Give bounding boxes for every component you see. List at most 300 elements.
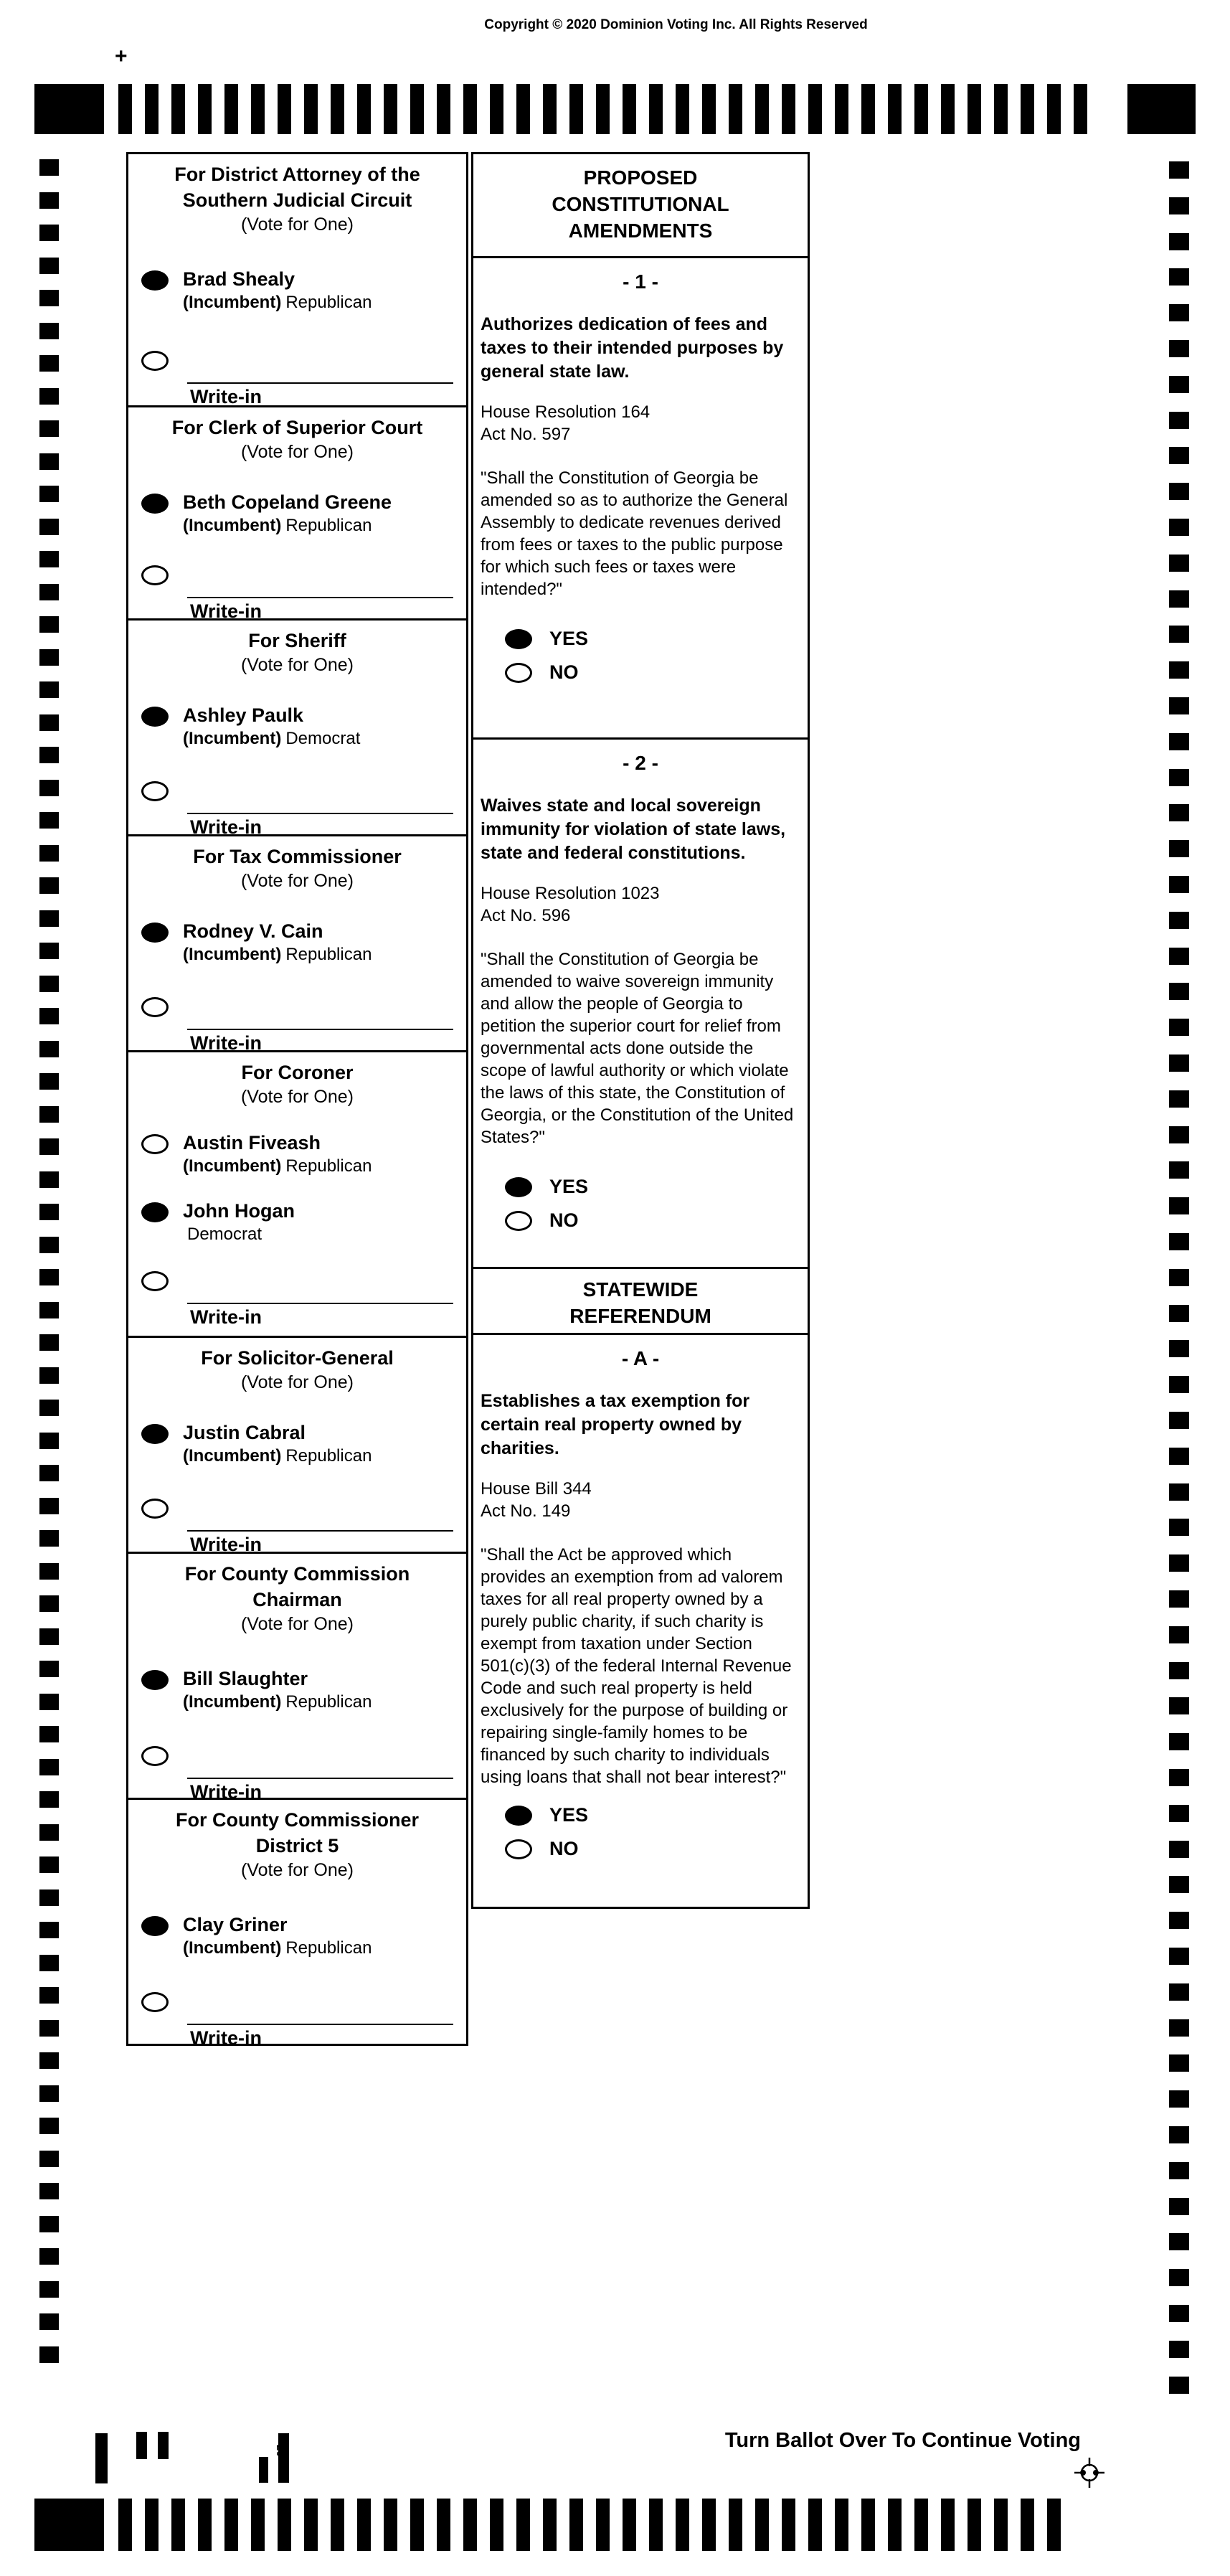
timing-mark-right [1169, 2233, 1189, 2250]
candidate-name: Austin Fiveash [183, 1132, 321, 1153]
timing-mark-right [1169, 840, 1189, 857]
stub-barcode-bar [259, 2457, 268, 2483]
no-row [505, 1209, 800, 1232]
timing-mark-left [39, 2118, 59, 2134]
timing-mark-bottom [410, 2499, 424, 2551]
vote-for-label: (Vote for One) [240, 1614, 354, 1634]
amendment-2 [473, 737, 808, 1267]
candidate-name: Brad Shealy [183, 268, 295, 290]
timing-mark-bottom [914, 2499, 928, 2551]
timing-mark-bottom [118, 2499, 132, 2551]
yes-oval[interactable] [505, 1806, 532, 1826]
timing-mark-top [384, 84, 397, 134]
timing-mark-right [1169, 804, 1189, 821]
yes-oval[interactable] [505, 629, 532, 649]
timing-mark-top [1047, 84, 1061, 134]
race-title: For Clerk of Superior Court [171, 417, 423, 438]
timing-mark-right [1169, 340, 1189, 357]
timing-mark-right [1169, 1412, 1189, 1429]
timing-mark-top [861, 84, 875, 134]
timing-mark-left [39, 420, 59, 437]
timing-mark-top [623, 84, 636, 134]
yes-row [505, 1176, 800, 1198]
timing-mark-left [39, 1955, 59, 1971]
candidate-oval[interactable] [141, 1202, 169, 1222]
timing-mark-right [1169, 2162, 1189, 2179]
timing-mark-top [118, 84, 132, 134]
timing-mark-left [39, 1922, 59, 1938]
timing-mark-left [39, 1073, 59, 1090]
no-label: NO [549, 1209, 579, 1231]
candidate-party: (Incumbent) Republican [183, 1938, 372, 1958]
timing-mark-top [808, 84, 822, 134]
timing-mark-top [357, 84, 371, 134]
timing-mark-left [39, 976, 59, 992]
timing-mark-right [1169, 1983, 1189, 2001]
ballot-question: "Shall the Act be approved which provides an exemption from ad valorem taxes for all real property owned by a purely public charity, if such charity is exempt from taxation under Section 501(c)(3) of the federal Internal Revenue Code and such real property is held exclusively for the purpose of building or repairing single-family homes to be financed by such charity to individuals using loans that shall not bear interest?" [481, 1545, 792, 1787]
timing-mark-bottom [224, 2499, 238, 2551]
proposed-amendments-header: PROPOSED CONSTITUTIONAL AMENDMENTS [552, 166, 729, 242]
timing-mark-top [543, 84, 557, 134]
timing-mark-right [1169, 519, 1189, 536]
timing-mark-left [39, 1465, 59, 1481]
timing-mark-bottom [569, 2499, 583, 2551]
timing-mark-right [1169, 1161, 1189, 1179]
measures-column [471, 152, 810, 1909]
timing-mark-left [39, 780, 59, 796]
candidate-row [141, 1131, 458, 1177]
timing-mark-left [39, 747, 59, 763]
timing-mark-right [1169, 2341, 1189, 2358]
candidate-name: Rodney V. Cain [183, 920, 323, 942]
timing-mark-bottom [516, 2499, 530, 2551]
timing-mark-left [39, 1367, 59, 1384]
timing-mark-right [1169, 1876, 1189, 1893]
timing-mark-left [39, 355, 59, 372]
timing-mark-top [596, 84, 610, 134]
candidate-oval[interactable] [141, 707, 169, 727]
timing-mark-top [1074, 84, 1087, 134]
timing-mark-right [1169, 948, 1189, 965]
timing-mark-bottom [304, 2499, 318, 2551]
timing-mark-top [224, 84, 238, 134]
timing-mark-left [39, 681, 59, 698]
timing-mark-right [1169, 1841, 1189, 1858]
timing-mark-left [39, 1171, 59, 1188]
candidate-party: (Incumbent) Republican [183, 1692, 372, 1712]
timing-mark-top [914, 84, 928, 134]
timing-mark-left [39, 845, 59, 862]
timing-mark-bottom [808, 2499, 822, 2551]
timing-mark-left [39, 2346, 59, 2363]
candidate-row [141, 267, 458, 313]
write-in-oval[interactable] [141, 1499, 169, 1519]
candidate-row [141, 703, 458, 750]
timing-mark-right [1169, 590, 1189, 608]
timing-mark-bottom [649, 2499, 663, 2551]
timing-mark-left [39, 1563, 59, 1580]
timing-mark-right [1169, 2305, 1189, 2322]
timing-mark-left [39, 1987, 59, 2004]
timing-block-top-right [1127, 84, 1196, 134]
timing-mark-top [569, 84, 583, 134]
timing-mark-right [1169, 412, 1189, 429]
timing-mark-right [1169, 1554, 1189, 1572]
timing-mark-right [1169, 876, 1189, 893]
timing-mark-bottom [357, 2499, 371, 2551]
timing-mark-right [1169, 2269, 1189, 2286]
timing-mark-bottom [145, 2499, 159, 2551]
timing-mark-right [1169, 1805, 1189, 1822]
timing-mark-top [463, 84, 477, 134]
timing-mark-left [39, 1269, 59, 1285]
yes-row [505, 628, 800, 650]
timing-block-bottom-left [34, 2499, 104, 2551]
no-row [505, 661, 800, 684]
timing-mark-right [1169, 483, 1189, 500]
stub-barcode-bar [278, 2433, 289, 2483]
timing-mark-right [1169, 1090, 1189, 1108]
registration-plus-mark: + [115, 44, 128, 68]
candidate-party: (Incumbent) Republican [183, 1156, 372, 1176]
timing-mark-left [39, 258, 59, 274]
timing-mark-left [39, 1400, 59, 1416]
candidate-name: Ashley Paulk [183, 704, 304, 726]
timing-mark-bottom [623, 2499, 636, 2551]
timing-mark-right [1169, 2198, 1189, 2215]
write-in-oval[interactable] [141, 1992, 169, 2012]
timing-mark-bottom [1021, 2499, 1034, 2551]
race-title: For Solicitor-General [201, 1347, 394, 1369]
timing-mark-left [39, 1530, 59, 1547]
race-title: For Tax Commissioner [193, 846, 402, 867]
timing-mark-left [39, 1856, 59, 1873]
candidate-oval[interactable] [141, 1134, 169, 1154]
yes-row [505, 1804, 800, 1826]
timing-mark-right [1169, 1126, 1189, 1143]
timing-mark-right [1169, 661, 1189, 679]
timing-mark-left [39, 290, 59, 306]
timing-mark-right [1169, 1055, 1189, 1072]
candidate-name: Justin Cabral [183, 1422, 306, 1443]
write-in-oval[interactable] [141, 781, 169, 801]
candidate-row [141, 1199, 458, 1245]
measure-legal-refs: House Bill 344 Act No. 149 [481, 1479, 592, 1521]
timing-mark-left [39, 1041, 59, 1057]
write-in-label: Write-in [190, 1306, 262, 1328]
ballot-question: "Shall the Constitution of Georgia be amended to waive sovereign immunity and allow the people of Georgia to petition the superior court for relief from governmental acts done outside the scope of lawful authority or which violate the laws of this state, the Constitution of Georgia, or the Constitution of the United States?" [481, 950, 794, 1147]
measure-summary: Waives state and local sovereign immunity for violation of state laws, state and federal constitutions. [481, 796, 786, 863]
timing-mark-top [437, 84, 450, 134]
timing-mark-bottom [782, 2499, 795, 2551]
stub-number-label: 20 [274, 2445, 286, 2457]
timing-mark-bottom [676, 2499, 689, 2551]
timing-mark-top [490, 84, 503, 134]
timing-mark-bottom [384, 2499, 397, 2551]
turn-ballot-over-text: Turn Ballot Over To Continue Voting [724, 2429, 1081, 2452]
timing-mark-bottom [861, 2499, 875, 2551]
timing-mark-left [39, 519, 59, 535]
race-title: For Coroner [241, 1062, 354, 1083]
write-in-oval[interactable] [141, 565, 169, 585]
timing-mark-right [1169, 1912, 1189, 1929]
timing-mark-right [1169, 2019, 1189, 2037]
timing-mark-left [39, 1661, 59, 1677]
timing-mark-bottom [1047, 2499, 1061, 2551]
timing-mark-top [145, 84, 159, 134]
ballot-question: "Shall the Constitution of Georgia be amended so as to authorize the General Assembly to dedicate revenues derived from fees or taxes to the public purpose for which such fees or taxes were intended?" [481, 468, 788, 599]
timing-mark-left [39, 1824, 59, 1841]
timing-mark-left [39, 910, 59, 927]
timing-mark-right [1169, 1448, 1189, 1465]
timing-mark-top [649, 84, 663, 134]
timing-mark-top [331, 84, 344, 134]
timing-mark-top [782, 84, 795, 134]
timing-mark-bottom [755, 2499, 769, 2551]
timing-mark-right [1169, 733, 1189, 750]
timing-mark-left [39, 2248, 59, 2265]
vote-for-label: (Vote for One) [240, 1860, 354, 1880]
candidate-name: Beth Copeland Greene [183, 491, 392, 513]
race-title: For County Commission Chairman [184, 1563, 410, 1610]
candidate-oval[interactable] [141, 923, 169, 943]
measure-legal-refs: House Resolution 164 Act No. 597 [481, 402, 651, 444]
vote-for-label: (Vote for One) [240, 442, 354, 462]
timing-mark-left [39, 453, 59, 470]
timing-mark-left [39, 323, 59, 339]
race-title: For County Commissioner District 5 [175, 1809, 420, 1856]
race-district-attorney [128, 154, 466, 405]
timing-mark-right [1169, 268, 1189, 286]
measure-legal-refs: House Resolution 1023 Act No. 596 [481, 884, 660, 925]
race-sheriff [128, 618, 466, 838]
timing-mark-bottom [198, 2499, 212, 2551]
write-in-oval[interactable] [141, 1746, 169, 1766]
stub-barcode-bar [95, 2433, 108, 2483]
vote-for-label: (Vote for One) [240, 655, 354, 675]
timing-mark-left [39, 1889, 59, 1906]
candidate-row [141, 1420, 458, 1467]
no-oval[interactable] [505, 663, 532, 683]
candidate-oval[interactable] [141, 494, 169, 514]
timing-mark-left [39, 616, 59, 633]
timing-mark-left [39, 1595, 59, 1612]
timing-mark-right [1169, 197, 1189, 214]
timing-mark-bottom [251, 2499, 265, 2551]
timing-mark-top [171, 84, 185, 134]
timing-mark-left [39, 225, 59, 241]
timing-mark-left [39, 2216, 59, 2232]
timing-block-top-left [34, 84, 104, 134]
race-county-commissioner-district-5 [128, 1798, 466, 2049]
write-in-label: Write-in [190, 1032, 262, 1054]
timing-mark-left [39, 649, 59, 666]
candidate-party: (Incumbent) Republican [183, 1446, 372, 1466]
timing-mark-top [835, 84, 848, 134]
timing-mark-right [1169, 2054, 1189, 2072]
candidate-row [141, 1666, 458, 1713]
timing-mark-top [888, 84, 902, 134]
vote-for-label: (Vote for One) [240, 871, 354, 891]
timing-mark-right [1169, 376, 1189, 393]
timing-mark-bottom [941, 2499, 955, 2551]
write-in-oval[interactable] [141, 351, 169, 371]
timing-mark-bottom [331, 2499, 344, 2551]
timing-mark-right [1169, 912, 1189, 929]
race-county-commission-chairman [128, 1552, 466, 1803]
timing-mark-bottom [437, 2499, 450, 2551]
timing-mark-left [39, 1204, 59, 1220]
stub-barcode-bar [158, 2432, 169, 2459]
timing-mark-bottom [490, 2499, 503, 2551]
race-solicitor-general [128, 1336, 466, 1555]
timing-mark-left [39, 2020, 59, 2037]
timing-mark-top [755, 84, 769, 134]
measure-number: - 2 - [623, 752, 658, 774]
candidate-races-column [126, 152, 468, 2049]
yes-label: YES [549, 628, 589, 649]
timing-mark-top [994, 84, 1008, 134]
timing-mark-right [1169, 1626, 1189, 1643]
timing-mark-left [39, 1791, 59, 1808]
timing-mark-right [1169, 2090, 1189, 2108]
timing-mark-left [39, 192, 59, 209]
timing-mark-bottom [702, 2499, 716, 2551]
timing-mark-top [1021, 84, 1034, 134]
timing-mark-top [304, 84, 318, 134]
timing-mark-right [1169, 1662, 1189, 1679]
timing-mark-bottom [968, 2499, 981, 2551]
timing-mark-left [39, 1008, 59, 1024]
yes-label: YES [549, 1804, 589, 1826]
write-in-label: Write-in [190, 386, 262, 407]
timing-mark-bottom [171, 2499, 185, 2551]
no-label: NO [549, 661, 579, 683]
candidate-name: Bill Slaughter [183, 1668, 308, 1689]
timing-mark-bottom [596, 2499, 610, 2551]
candidate-oval[interactable] [141, 270, 169, 291]
no-oval[interactable] [505, 1839, 532, 1859]
candidate-oval[interactable] [141, 1670, 169, 1690]
yes-label: YES [549, 1176, 589, 1197]
timing-mark-bottom [463, 2499, 477, 2551]
timing-mark-right [1169, 1019, 1189, 1036]
timing-mark-right [1169, 1197, 1189, 1214]
candidate-party: (Incumbent) Republican [183, 945, 372, 964]
write-in-label: Write-in [190, 2027, 262, 2049]
no-oval[interactable] [505, 1211, 532, 1231]
amendment-1 [473, 256, 808, 737]
timing-mark-top [968, 84, 981, 134]
timing-mark-left [39, 812, 59, 829]
timing-mark-left [39, 1628, 59, 1645]
timing-mark-right [1169, 555, 1189, 572]
timing-mark-bottom [543, 2499, 557, 2551]
measure-summary: Authorizes dedication of fees and taxes to their intended purposes by general state law. [481, 314, 784, 382]
timing-mark-top [729, 84, 742, 134]
measure-number: - A - [621, 1347, 660, 1369]
timing-mark-top [198, 84, 212, 134]
candidate-row [141, 490, 458, 537]
timing-mark-right [1169, 1376, 1189, 1393]
registration-crosshair-icon [1073, 2456, 1106, 2489]
vote-for-label: (Vote for One) [240, 214, 354, 235]
candidate-name: John Hogan [183, 1200, 295, 1222]
timing-mark-right [1169, 1519, 1189, 1536]
timing-mark-left [39, 388, 59, 405]
candidate-row [141, 919, 458, 966]
timing-mark-bottom [994, 2499, 1008, 2551]
timing-mark-left [39, 159, 59, 176]
candidate-party: (Incumbent) Republican [183, 293, 372, 312]
write-in-oval[interactable] [141, 1271, 169, 1291]
stub-barcode-bar [136, 2432, 147, 2459]
timing-mark-left [39, 1237, 59, 1253]
measure-number: - 1 - [623, 270, 658, 293]
timing-mark-right [1169, 697, 1189, 714]
timing-mark-left [39, 1138, 59, 1155]
timing-mark-right [1169, 447, 1189, 464]
timing-mark-top [278, 84, 291, 134]
timing-mark-right [1169, 1483, 1189, 1501]
timing-mark-right [1169, 233, 1189, 250]
timing-mark-right [1169, 1233, 1189, 1250]
timing-mark-left [39, 877, 59, 894]
candidate-party: Democrat [187, 1225, 262, 1244]
candidate-oval[interactable] [141, 1916, 169, 1936]
timing-mark-bottom [278, 2499, 291, 2551]
write-in-oval[interactable] [141, 997, 169, 1017]
timing-mark-left [39, 486, 59, 502]
timing-mark-left [39, 2151, 59, 2167]
timing-mark-right [1169, 1269, 1189, 1286]
timing-mark-right [1169, 2126, 1189, 2143]
candidate-name: Clay Griner [183, 1914, 288, 1935]
timing-mark-right [1169, 983, 1189, 1000]
write-in-label: Write-in [190, 600, 262, 622]
timing-mark-right [1169, 1697, 1189, 1714]
candidate-party: (Incumbent) Republican [183, 516, 372, 535]
timing-mark-right [1169, 304, 1189, 321]
timing-mark-top [516, 84, 530, 134]
timing-mark-top [941, 84, 955, 134]
timing-mark-top [251, 84, 265, 134]
timing-mark-right [1169, 626, 1189, 643]
timing-mark-top [676, 84, 689, 134]
timing-mark-top [410, 84, 424, 134]
write-in-label: Write-in [190, 816, 262, 838]
timing-mark-left [39, 2281, 59, 2298]
timing-mark-left [39, 714, 59, 731]
candidate-row [141, 1912, 458, 1959]
race-clerk-superior-court [128, 405, 466, 622]
no-label: NO [549, 1838, 579, 1859]
candidate-oval[interactable] [141, 1424, 169, 1444]
timing-mark-right [1169, 769, 1189, 786]
timing-mark-right [1169, 1769, 1189, 1786]
timing-mark-left [39, 551, 59, 567]
timing-mark-left [39, 1498, 59, 1514]
timing-mark-left [39, 584, 59, 600]
timing-mark-left [39, 2052, 59, 2069]
yes-oval[interactable] [505, 1177, 532, 1197]
vote-for-label: (Vote for One) [240, 1372, 354, 1392]
measure-summary: Establishes a tax exemption for certain real property owned by charities. [481, 1391, 750, 1458]
referendum-a [473, 1333, 808, 1907]
timing-mark-left [39, 2085, 59, 2102]
timing-mark-left [39, 1694, 59, 1710]
timing-mark-bottom [835, 2499, 848, 2551]
